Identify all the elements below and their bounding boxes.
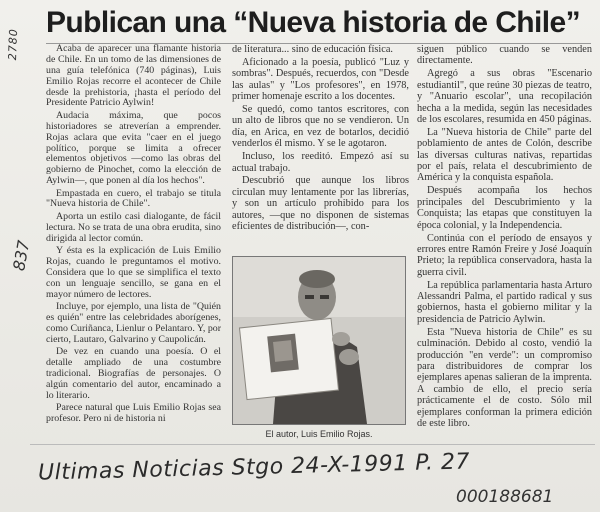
archive-id-number: 000188681 xyxy=(456,487,554,507)
handwritten-note-top: 2780 xyxy=(6,28,21,61)
paragraph: Continúa con el período de ensayos y errores entre Ramón Freire y José Joaquín Prieto; la república conservadora, hasta la guerra civil. xyxy=(417,232,592,278)
paragraph: Audacia máxima, que pocos historiadores se atreverían a emprender. Rojas aclara que evita "caer en el juego político, porque se limita a ofrecer elementos objetivos —como las obras del gobierno de Pinochet, como la elección de Aylwin—, que ponen al día los hechos". xyxy=(46,109,221,187)
paragraph: La "Nueva historia de Chile" parte del poblamiento de antes de Colón, describe las diversas culturas nativas, repartidas por el país, relata el descubrimiento de América y la conquista española. xyxy=(417,126,592,184)
headline: Publican una “Nueva historia de Chile” xyxy=(46,6,580,39)
paragraph: Aficionado a la poesía, publicó "Luz y sombras". Después, recuerdos, con "Desde las aulas" y "Los profesores", en 1978, primer homenaje escrito a los docentes. xyxy=(232,56,409,103)
portrait-photo-icon xyxy=(233,257,405,424)
article-column-1 xyxy=(46,44,221,426)
clipping-bottom-edge xyxy=(30,444,595,445)
paragraph: Y ésta es la explicación de Luis Emilio Rojas, cuando le preguntamos el motivo. Considera que lo que se simplifica el texto con un lenguaje sencillo, se gana en el mayor número de lectores. xyxy=(46,245,221,300)
paragraph: Parece natural que Luis Emilio Rojas sea profesor. Pero ni de historia ni xyxy=(46,402,221,424)
article-column-2 xyxy=(232,44,409,234)
paragraph: de literatura... sino de educación física. xyxy=(232,44,393,55)
paragraph: Empastada en cuero, el trabajo se titula "Nueva historia de Chile". xyxy=(46,187,221,210)
paragraph: Agregó a sus obras "Escenario estudiantil", que reúne 30 piezas de teatro, y "Anuario escolar", una recopilación hecha a la medida, según las necesidades de los escolares, resumida en 450 páginas. xyxy=(417,68,592,125)
author-photo xyxy=(232,256,406,425)
handwritten-note-side: 837 xyxy=(9,238,34,273)
paragraph: De vez en cuando una poesía. O el detalle ampliado de una costumbre tradicional. Biografías de personajes. O algún comentario del autor, encaminado a lo literario. xyxy=(46,346,221,401)
paragraph: Después acompaña los hechos principales del Descubrimiento y la Conquista; las etapas que constituyen la época colonial, y la Independencia. xyxy=(417,185,592,231)
handwritten-source-note: Ultimas Noticias Stgo 24-X-1991 P. 27 xyxy=(37,449,471,486)
paragraph: Incluye, por ejemplo, una lista de "Quién es quién" entre las celebridades aborígenes, como Curiñanca, Lienlur o Pelantaro. Y, por cierto, Lautaro, Galvarino y Caupolicán. xyxy=(46,300,221,345)
paragraph: Se quedó, como tantos escritores, con un alto de libros que no se vendieron. Un día, en Arica, en vez de botarlos, decidió venderlos él mismo. Y se le agotaron. xyxy=(232,104,409,150)
paragraph: La república parlamentaria hasta Arturo Alessandri Palma, el partido radical y sus gobiernos, hasta el gobierno militar y la presidencia de Patricio Aylwin. xyxy=(417,279,592,325)
article-column-3 xyxy=(417,44,592,431)
paragraph: Incluso, los reeditó. Empezó así su actual trabajo. xyxy=(232,151,409,174)
paragraph: siguen público cuando se venden directamente. xyxy=(417,44,592,67)
paragraph: Esta "Nueva historia de Chile" es su culminación. Debido al costo, vendió la producción "en verde": un compromiso para distribuidores de comprar los ejemplares apenas salieran de la imprenta. A cambio de ello, el precio sería prácticamente el de costo. Sólo mil ejemplares conforman la primera edición de este libro. xyxy=(417,326,592,429)
paragraph: Acaba de aparecer una flamante historia de Chile. En un tomo de las dimensiones de una guía telefónica (740 páginas), Luis Emilio Rojas recorre el acontecer de Chile desde la prehistoria, ¡hasta el período del Presidente Patricio Aylwin! xyxy=(46,43,221,109)
paragraph: Aporta un estilo casi dialogante, de fácil lectura. No se trata de una obra erudita, sino dirigida al lector común. xyxy=(46,210,221,244)
paragraph: Descubrió que aunque los libros circulan muy lentamente por las librerías, y son un artículo prohibido para los autores, —que no disponen de sistemas eficientes de distribución—, con- xyxy=(232,175,409,233)
photo-caption: El autor, Luis Emilio Rojas. xyxy=(265,429,373,439)
